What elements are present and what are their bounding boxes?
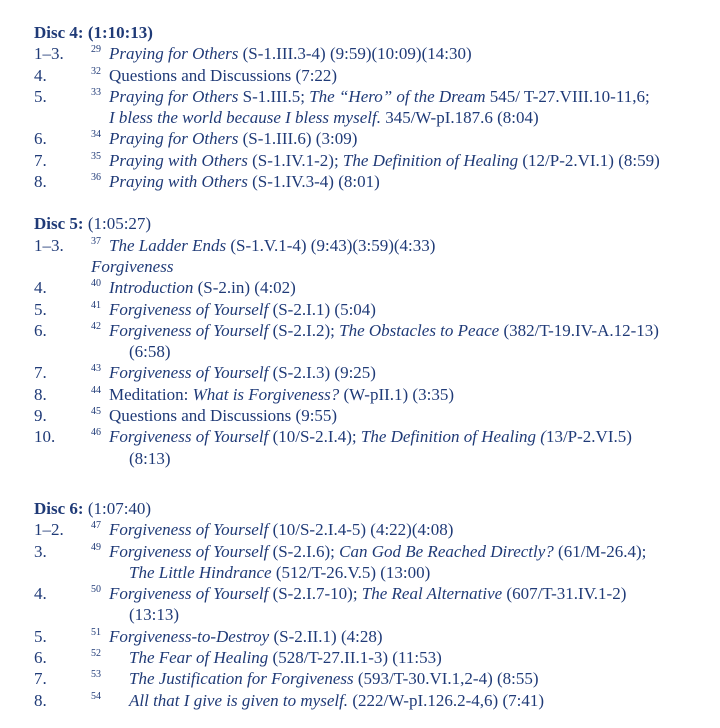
track-line [109, 668, 714, 689]
footnote-ref: 36 [91, 172, 101, 184]
track-row [34, 171, 714, 192]
plain-text: (10/S-2.I.4); [268, 427, 361, 447]
italic-title: The Fear of Healing [129, 648, 269, 668]
track-line [109, 384, 714, 405]
italic-title: Forgiveness of Yourself [109, 299, 269, 319]
track-number: 1–3. [34, 235, 64, 255]
track-row [34, 235, 714, 256]
track-description [109, 171, 714, 192]
disc-heading [34, 498, 714, 519]
track-line [109, 320, 714, 341]
italic-title: Forgiveness of Yourself [109, 427, 269, 447]
track-number: 9. [34, 406, 47, 426]
italic-title: The Little Hindrance [129, 562, 272, 582]
italic-title: Praying with Others [109, 172, 248, 192]
plain-text: (512/T-26.V.5) (13:00) [271, 562, 431, 582]
plain-text: (528/T-27.II.1-3) (11:53) [268, 648, 442, 668]
track-description [109, 43, 714, 64]
plain-text: (S-2.I.3) (9:25) [268, 363, 376, 383]
track-number: 6. [34, 129, 47, 149]
track-row [34, 299, 714, 320]
footnote-ref: 37 [91, 235, 101, 247]
track-description [109, 362, 714, 383]
track-description [109, 320, 714, 363]
disc-title: Disc 6: [34, 498, 84, 518]
track-line [109, 43, 714, 64]
track-description [109, 150, 714, 171]
footnote-ref: 46 [91, 427, 101, 439]
section-subheading: Forgiveness [91, 256, 174, 276]
disc-duration: (1:05:27) [87, 214, 152, 234]
plain-text: (593/T-30.VI.1,2-4) (8:55) [353, 669, 539, 689]
track-line [109, 519, 714, 540]
track-number: 4. [34, 278, 47, 298]
track-number: 3. [34, 541, 47, 561]
disc-duration: (1:07:40) [87, 498, 152, 518]
track-row [34, 150, 714, 171]
track-row [34, 583, 714, 626]
footnote-ref: 53 [91, 669, 101, 681]
track-description [109, 541, 714, 584]
plain-text: Questions and Discussions (7:22) [109, 65, 338, 85]
track-number: 7. [34, 363, 47, 383]
track-line [109, 647, 714, 668]
plain-text: (S-1.III.6) (3:09) [238, 129, 358, 149]
track-row [34, 362, 714, 383]
footnote-ref: 32 [91, 65, 101, 77]
track-line [109, 150, 714, 171]
track-line-continued [109, 341, 714, 362]
plain-text: (61/M-26.4); [553, 541, 647, 561]
track-row [34, 384, 714, 405]
plain-text: (S-2.I.6); [268, 541, 340, 561]
italic-title: The Definition of Healing ( [360, 427, 546, 447]
track-line-continued [109, 107, 714, 128]
plain-text: 345/W-pI.187.6 (8:04) [380, 108, 539, 128]
track-row [34, 128, 714, 149]
italic-title: Praying for Others [109, 44, 239, 64]
disc-section [34, 22, 714, 192]
track-number: 5. [34, 299, 47, 319]
footnote-ref: 35 [91, 150, 101, 162]
italic-title: All that I give is given to myself. [129, 690, 349, 710]
plain-text: (W-pII.1) (3:35) [339, 384, 454, 404]
track-line-continued [109, 448, 714, 469]
footnote-ref: 44 [91, 384, 101, 396]
track-number: 5. [34, 626, 47, 646]
italic-title: Forgiveness of Yourself [109, 584, 269, 604]
plain-text: (222/W-pI.126.2-4,6) (7:41) [348, 690, 544, 710]
italic-title: Praying with Others [109, 150, 248, 170]
track-line [109, 171, 714, 192]
disc-section [34, 498, 714, 711]
track-line [109, 583, 714, 604]
italic-title: The Ladder Ends [109, 235, 227, 255]
footnote-ref: 54 [91, 690, 101, 702]
footnote-ref: 41 [91, 299, 101, 311]
italic-title: Introduction [109, 278, 194, 298]
track-description [109, 128, 714, 149]
plain-text: (12/P-2.VI.1) (8:59) [518, 150, 660, 170]
italic-title: The Justification for Forgiveness [129, 669, 354, 689]
document-page [34, 22, 714, 711]
track-line [109, 128, 714, 149]
plain-text: (S-1.IV.1-2); [247, 150, 343, 170]
italic-title: The “Hero” of the Dream [309, 86, 486, 106]
track-description [109, 583, 714, 626]
footnote-ref: 47 [91, 520, 101, 532]
track-number: 8. [34, 172, 47, 192]
track-row [34, 668, 714, 689]
plain-text: (S-2.I.2); [268, 320, 340, 340]
track-description [109, 690, 714, 711]
track-number: 4. [34, 65, 47, 85]
track-row [34, 43, 714, 64]
footnote-ref: 29 [91, 44, 101, 56]
track-row [34, 426, 714, 469]
footnote-ref: 42 [91, 320, 101, 332]
italic-title: Forgiveness-to-Destroy [109, 626, 270, 646]
italic-title: Forgiveness of Yourself [109, 541, 269, 561]
track-description [109, 277, 714, 298]
footnote-ref: 50 [91, 584, 101, 596]
track-description [109, 647, 714, 668]
track-number: 4. [34, 584, 47, 604]
track-row [34, 519, 714, 540]
plain-text: (607/T-31.IV.1-2) [502, 584, 627, 604]
disc-heading [34, 213, 714, 234]
italic-title: I bless the world because I bless myself. [109, 108, 381, 128]
track-number: 7. [34, 150, 47, 170]
footnote-ref: 52 [91, 648, 101, 660]
track-description [109, 86, 714, 129]
track-row [34, 320, 714, 363]
disc-section [34, 213, 714, 469]
track-description [109, 626, 714, 647]
plain-text: 545/ T-27.VIII.10-11,6; [485, 86, 650, 106]
plain-text: Questions and Discussions (9:55) [109, 406, 338, 426]
track-line [109, 362, 714, 383]
plain-text: (10/S-2.I.4-5) (4:22)(4:08) [268, 520, 454, 540]
track-description [109, 426, 714, 469]
track-row [34, 647, 714, 668]
track-description [109, 384, 714, 405]
italic-title: Praying for Others [109, 129, 239, 149]
track-line [109, 690, 714, 711]
plain-text: Meditation: [109, 384, 193, 404]
plain-text: (8:13) [129, 448, 171, 468]
track-number: 8. [34, 690, 47, 710]
track-line [109, 86, 714, 107]
track-description [109, 299, 714, 320]
italic-title: Praying for Others [109, 86, 239, 106]
italic-title: The Definition of Healing [342, 150, 519, 170]
track-row [34, 541, 714, 584]
track-number: 10. [34, 427, 56, 447]
footnote-ref: 43 [91, 363, 101, 375]
plain-text: S-1.III.5; [238, 86, 310, 106]
italic-title: The Real Alternative [361, 584, 503, 604]
track-row [34, 277, 714, 298]
track-number: 8. [34, 384, 47, 404]
plain-text: (S-1.IV.3-4) (8:01) [247, 172, 380, 192]
track-line [109, 277, 714, 298]
plain-text: (S-2.II.1) (4:28) [269, 626, 383, 646]
footnote-ref: 40 [91, 278, 101, 290]
track-line [109, 405, 714, 426]
track-description [109, 65, 714, 86]
italic-title: Forgiveness of Yourself [109, 320, 269, 340]
track-line [109, 299, 714, 320]
track-row [34, 626, 714, 647]
italic-title: The Obstacles to Peace [339, 320, 500, 340]
italic-title: Forgiveness of Yourself [109, 363, 269, 383]
plain-text: (6:58) [129, 342, 171, 362]
track-line [109, 65, 714, 86]
track-row [34, 65, 714, 86]
track-number: 7. [34, 669, 47, 689]
footnote-ref: 51 [91, 626, 101, 638]
italic-title: Forgiveness of Yourself [109, 520, 269, 540]
track-row [34, 405, 714, 426]
plain-text: (382/T-19.IV-A.12-13) [499, 320, 659, 340]
disc-heading [34, 22, 714, 43]
track-number: 6. [34, 648, 47, 668]
track-number: 5. [34, 86, 47, 106]
track-description [109, 405, 714, 426]
plain-text: (S-2.in) (4:02) [193, 278, 296, 298]
track-row [34, 86, 714, 129]
footnote-ref: 45 [91, 406, 101, 418]
track-description [109, 519, 714, 540]
italic-title: Can God Be Reached Directly? [339, 541, 554, 561]
track-row [34, 690, 714, 711]
disc-title: Disc 4: [34, 23, 84, 42]
track-line [109, 426, 714, 447]
disc-duration: (1:10:13) [87, 23, 153, 42]
track-number: 1–3. [34, 44, 64, 64]
track-line [109, 235, 714, 256]
track-description [109, 235, 714, 256]
italic-title: What is Forgiveness? [192, 384, 340, 404]
plain-text: (S-2.I.7-10); [268, 584, 362, 604]
track-line-continued [109, 604, 714, 625]
footnote-ref: 33 [91, 86, 101, 98]
disc-title: Disc 5: [34, 214, 84, 234]
plain-text: (S-1.V.1-4) (9:43)(3:59)(4:33) [226, 235, 436, 255]
footnote-ref: 49 [91, 541, 101, 553]
plain-text: (S-2.I.1) (5:04) [268, 299, 376, 319]
track-description [109, 668, 714, 689]
footnote-ref: 34 [91, 129, 101, 141]
plain-text: 13/P-2.VI.5) [545, 427, 632, 447]
track-line [109, 626, 714, 647]
track-line [109, 541, 714, 562]
track-number: 1–2. [34, 520, 64, 540]
track-line-continued [109, 562, 714, 583]
plain-text: (13:13) [129, 605, 180, 625]
track-number: 6. [34, 320, 47, 340]
plain-text: (S-1.III.3-4) (9:59)(10:09)(14:30) [238, 44, 472, 64]
